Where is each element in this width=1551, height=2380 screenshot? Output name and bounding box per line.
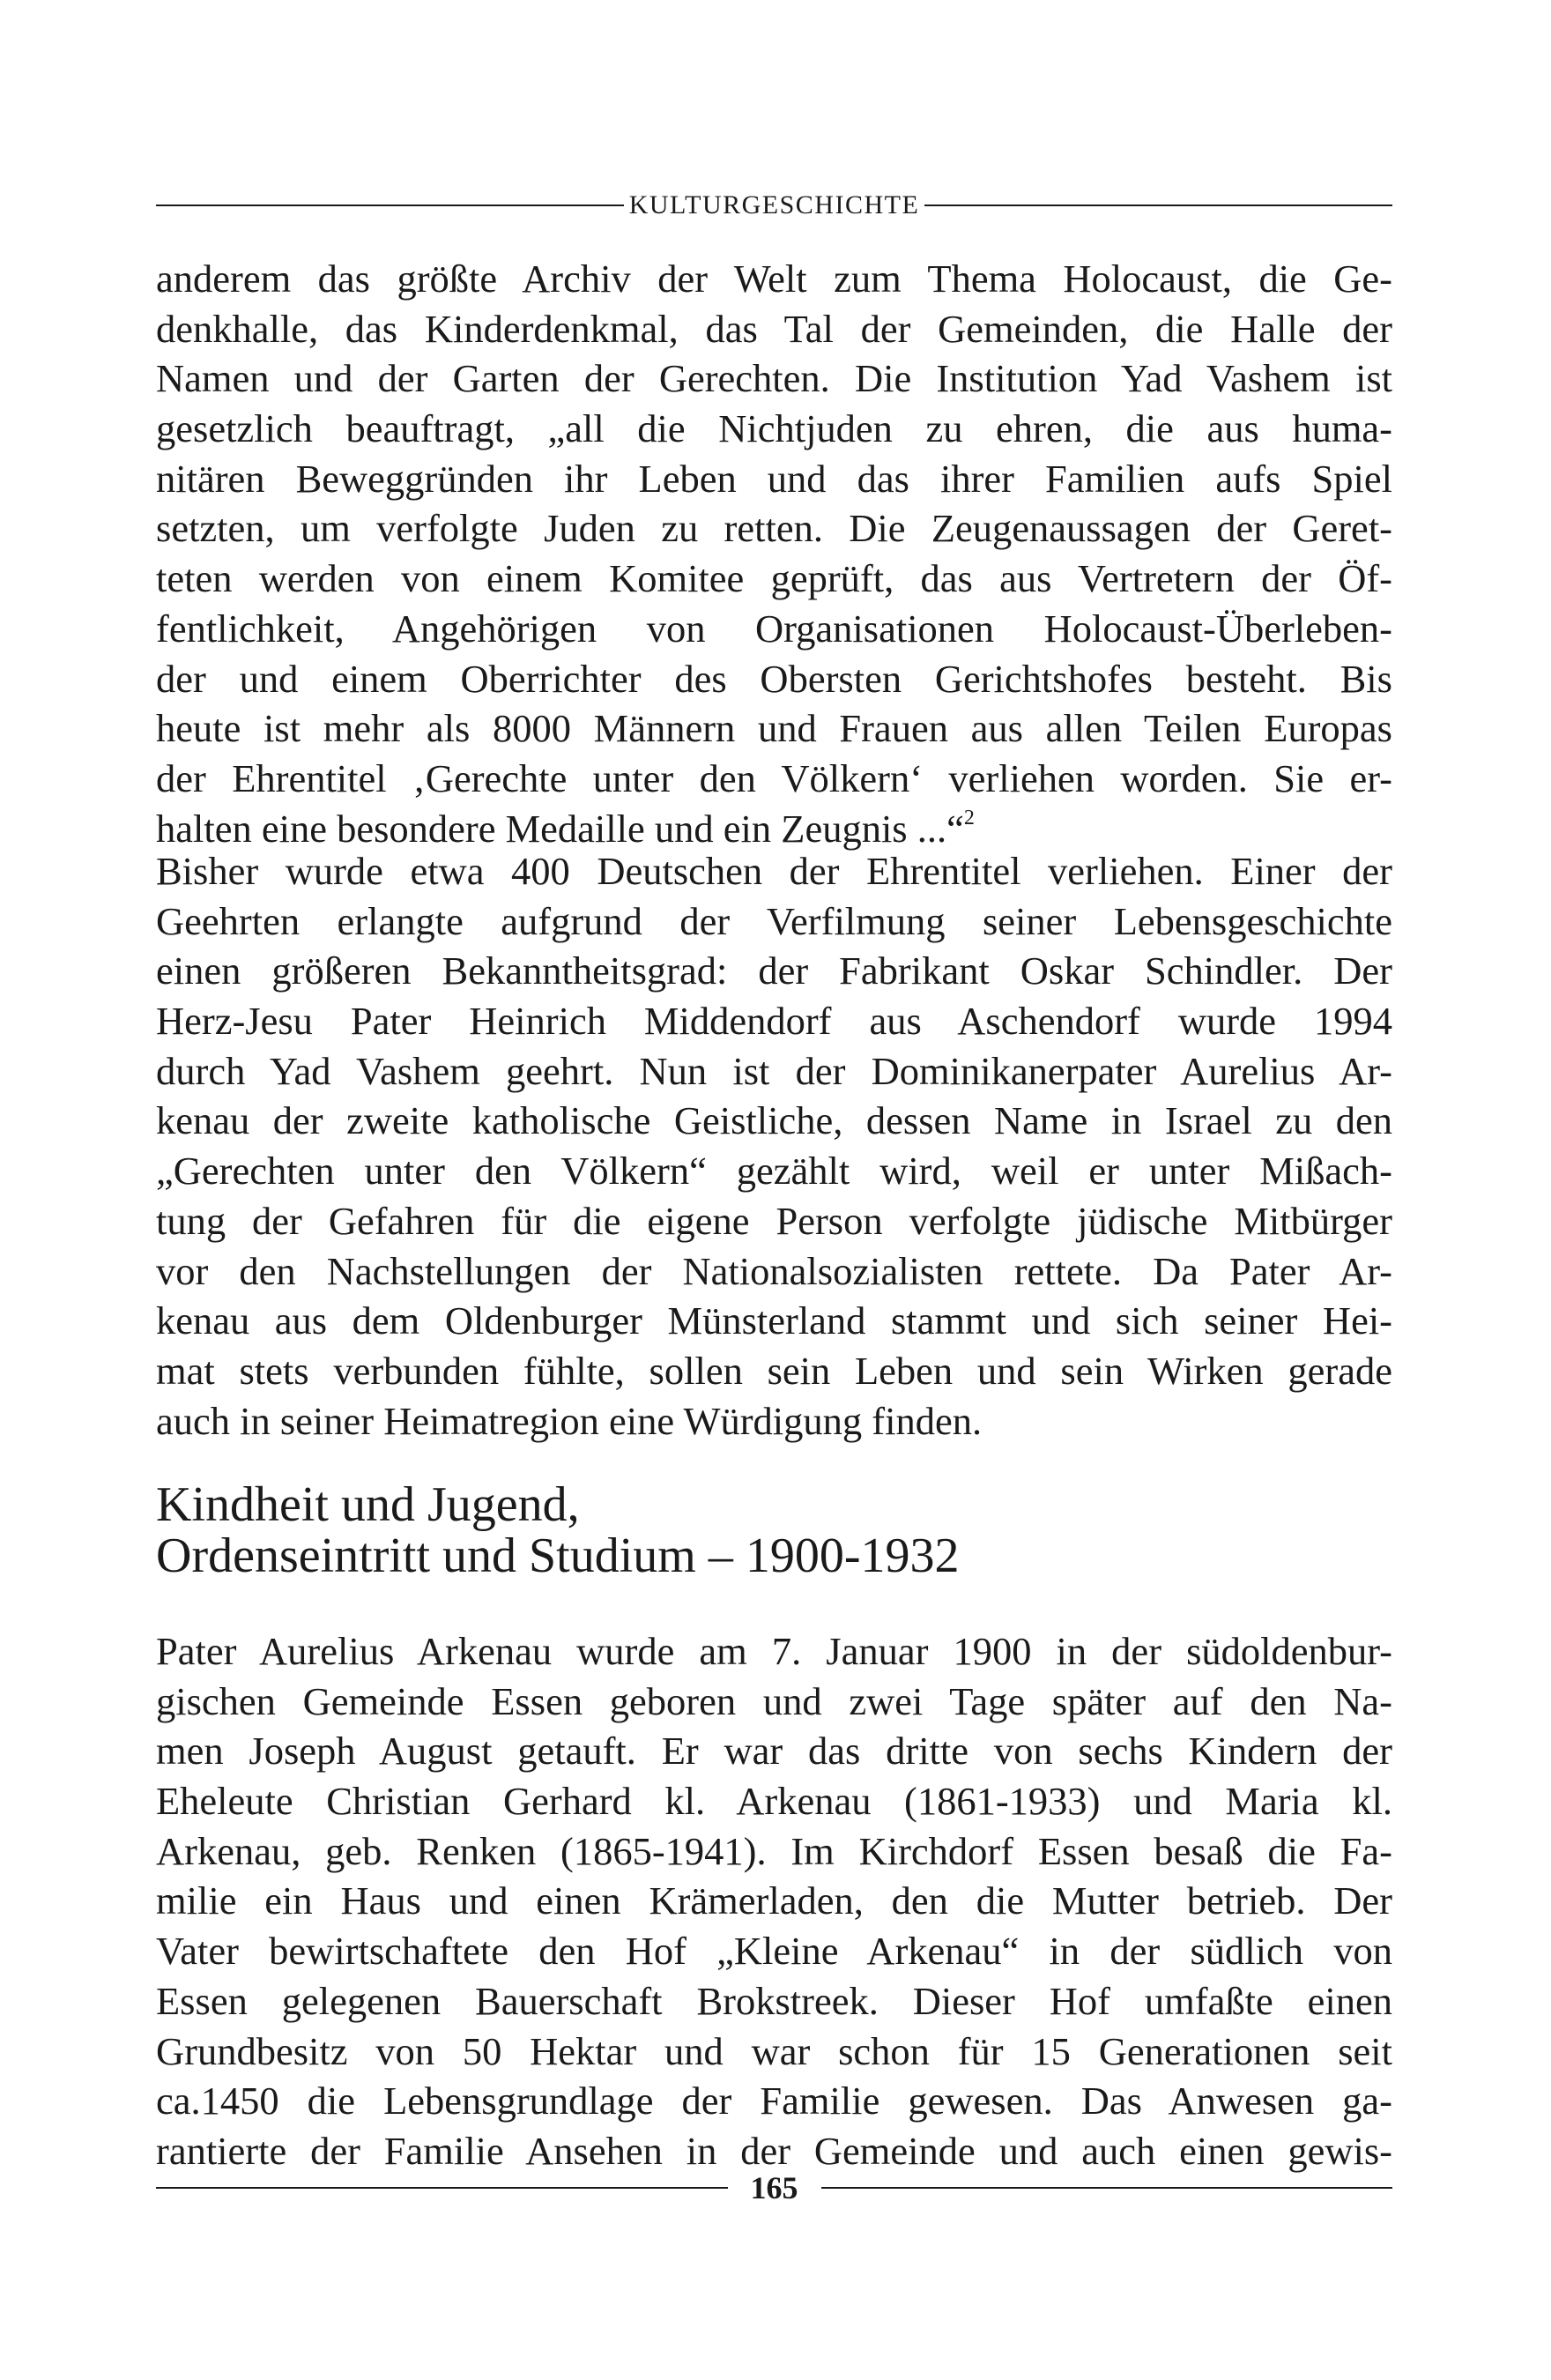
text-line: anderem das größte Archiv der Welt zum Thema Holocaust, die Ge- (156, 257, 1392, 301)
quote-end-text: halten eine besondere Medaille und ein Zeugnis ...“ (156, 806, 964, 851)
text-line: Herz-Jesu Pater Heinrich Middendorf aus Aschendorf wurde 1994 (156, 999, 1392, 1044)
running-title: KULTURGESCHICHTE (628, 190, 920, 219)
footer-rule-left (156, 2187, 728, 2189)
text-line: milie ein Haus und einen Krämerladen, den die Mutter betrieb. Der (156, 1878, 1392, 1923)
page-footer (156, 2170, 1392, 2205)
text-line: mat stets verbunden fühlte, sollen sein Leben und sein Wirken gerade (156, 1348, 1392, 1393)
text-line: Grundbesitz von 50 Hektar und war schon für 15 Generationen seit (156, 2028, 1392, 2073)
text-line: gischen Gemeinde Essen geboren und zwei Tage später auf den Na- (156, 1678, 1392, 1723)
text-line: „Gerechten unter den Völkern“ gezählt wird, weil er unter Mißach- (156, 1149, 1392, 1194)
paragraph-2 (156, 846, 1392, 1446)
text-line: ca.1450 die Lebensgrundlage der Familie gewesen. Das Anwesen ga- (156, 2079, 1392, 2123)
text-line: Bisher wurde etwa 400 Deutschen der Ehrentitel verliehen. Einer der (156, 849, 1392, 893)
text-line: setzten, um verfolgte Juden zu retten. Die Zeugenaussagen der Geret- (156, 506, 1392, 551)
text-line: nitären Beweggründen ihr Leben und das ihrer Familien aufs Spiel (156, 456, 1392, 501)
text-line: Arkenau, geb. Renken (1865-1941). Im Kirchdorf Essen besaß die Fa- (156, 1828, 1392, 1873)
section-heading (156, 1479, 1392, 1581)
text-line: Essen gelegenen Bauerschaft Brokstreek. Dieser Hof umfaßte einen (156, 1978, 1392, 2023)
text-line: tung der Gefahren für die eigene Person verfolgte jüdische Mitbürger (156, 1198, 1392, 1243)
text-line: kenau der zweite katholische Geistliche, dessen Name in Israel zu den (156, 1098, 1392, 1143)
text-line: Geehrten erlangte aufgrund der Verfilmung seiner Lebensgeschichte (156, 898, 1392, 943)
running-header (156, 192, 1392, 219)
text-line: der und einem Oberrichter des Obersten Gerichtshofes besteht. Bis (156, 656, 1392, 701)
text-line: vor den Nachstellungen der Nationalsozialisten rettete. Da Pater Ar- (156, 1248, 1392, 1293)
footer-rule-right (821, 2187, 1393, 2189)
text-line: gesetzlich beauftragt, „all die Nichtjuden zu ehren, die aus huma- (156, 406, 1392, 451)
text-line: rantierte der Familie Ansehen in der Gemeinde und auch einen gewis- (156, 2128, 1392, 2173)
text-line: denkhalle, das Kinderdenkmal, das Tal der Gemeinden, die Halle der (156, 306, 1392, 351)
text-line: Namen und der Garten der Gerechten. Die Institution Yad Vashem ist (156, 356, 1392, 401)
section-heading-line-1: Kindheit und Jugend, (156, 1477, 580, 1532)
text-line: Pater Aurelius Arkenau wurde am 7. Januar 1900 in der südoldenbur- (156, 1629, 1392, 1673)
paragraph-3 (156, 1626, 1392, 2176)
text-line: Vater bewirtschaftete den Hof „Kleine Arkenau“ in der südlich von (156, 1929, 1392, 1974)
section-heading-line-2: Ordenseintritt und Studium – 1900-1932 (156, 1528, 960, 1583)
text-line: kenau aus dem Oldenburger Münsterland stammt und sich seiner Hei- (156, 1298, 1392, 1343)
header-rule-right (924, 205, 1392, 206)
header-rule-left (156, 205, 624, 206)
page-number: 165 (750, 2170, 798, 2205)
footnote-marker[interactable]: 2 (963, 806, 975, 829)
text-line-last: auch in seiner Heimatregion eine Würdigung finden. (156, 1398, 983, 1443)
text-line: durch Yad Vashem geehrt. Nun ist der Dominikanerpater Aurelius Ar- (156, 1048, 1392, 1093)
text-line: einen größeren Bekanntheitsgrad: der Fabrikant Oskar Schindler. Der (156, 948, 1392, 993)
text-line: Eheleute Christian Gerhard kl. Arkenau (1861-1933) und Maria kl. (156, 1779, 1392, 1824)
text-line: teten werden von einem Komitee geprüft, das aus Vertretern der Öf- (156, 556, 1392, 601)
text-line: men Joseph August getauft. Er war das dritte von sechs Kindern der (156, 1729, 1392, 1774)
paragraph-1 (156, 254, 1392, 853)
text-line: fentlichkeit, Angehörigen von Organisationen Holocaust-Überleben- (156, 606, 1392, 651)
text-line: der Ehrentitel ‚Gerechte unter den Völkern‘ verliehen worden. Sie er- (156, 755, 1392, 800)
text-line: heute ist mehr als 8000 Männern und Frauen aus allen Teilen Europas (156, 706, 1392, 751)
